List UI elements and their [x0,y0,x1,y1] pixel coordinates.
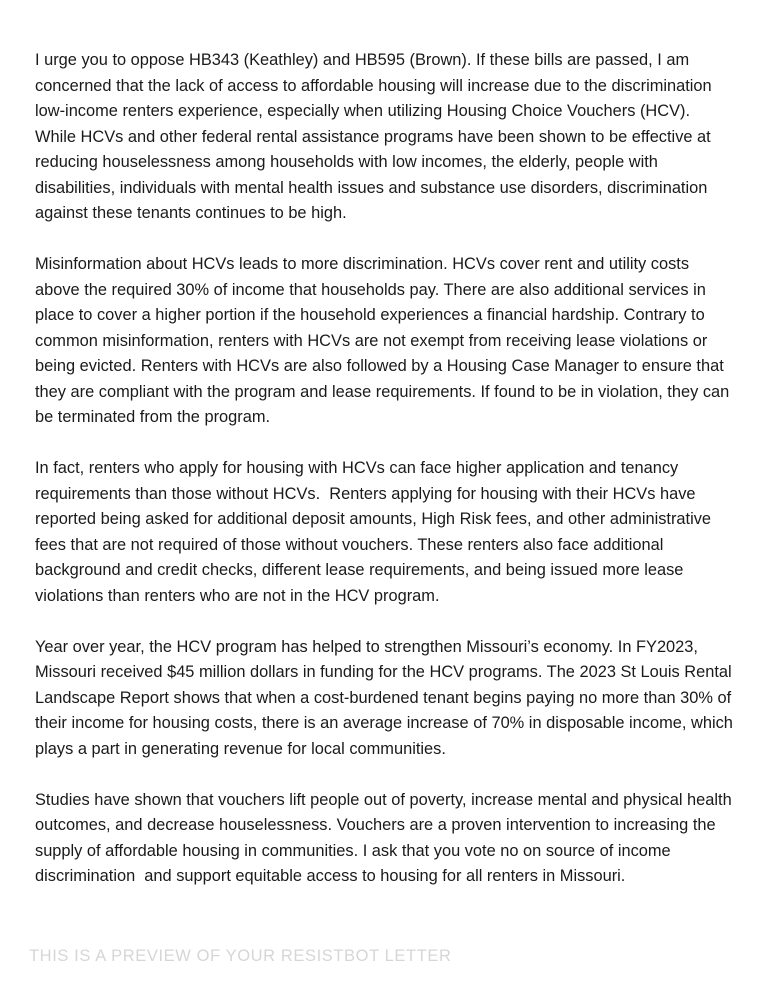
preview-watermark: THIS IS A PREVIEW OF YOUR RESISTBOT LETTER [29,947,452,965]
letter-paragraph-5: Studies have shown that vouchers lift people out of poverty, increase mental and physical health outcomes, and decrease houselessness. Vouchers are a proven intervention to increasing the supply of affordable housing in communities. I ask that you vote no on source of income discrimination and support equitable access to housing for all renters in Missouri. [35,790,737,885]
letter-paragraph-4: Year over year, the HCV program has helped to strengthen Missouri’s economy. In FY2023, Missouri received $45 million dollars in funding for the HCV programs. The 2023 St Louis Rental Landscape Report shows that when a cost-burdened tenant begins paying no more than 30% of their income for housing costs, there is an average increase of 70% in disposable income, which plays a part in generating revenue for local communities. [35,637,738,758]
letter-paragraph-3: In fact, renters who apply for housing with HCVs can face higher application and tenancy requirements than those without HCVs. Renters applying for housing with their HCVs have reported being asked for additional deposit amounts, High Risk fees, and other administrative fees that are not required of those without vouchers. These renters also face additional background and credit checks, different lease requirements, and being issued more lease violations than renters who are not in the HCV program. [35,459,716,605]
letter-paragraph-1: I urge you to oppose HB343 (Keathley) and HB595 (Brown). If these bills are passed, I am concerned that the lack of access to affordable housing will increase due to the discrimination low-income renters experience, especially when utilizing Housing Choice Vouchers (HCV). While HCVs and other federal rental assistance programs have been shown to be effective at reducing houselessness among households with low incomes, the elderly, people with disabilities, individuals with mental health issues and substance use disorders, discrimination against these tenants continues to be high. [35,51,717,222]
letter-paragraph-2: Misinformation about HCVs leads to more discrimination. HCVs cover rent and utility costs above the required 30% of income that households pay. There are also additional services in place to cover a higher portion if the household experiences a financial hardship. Contrary to common misinformation, renters with HCVs are not exempt from receiving lease violations or being evicted. Renters with HCVs are also followed by a Housing Case Manager to ensure that they are compliant with the program and lease requirements. If found to be in violation, they can be terminated from the program. [35,255,734,426]
letter-body [35,48,738,915]
